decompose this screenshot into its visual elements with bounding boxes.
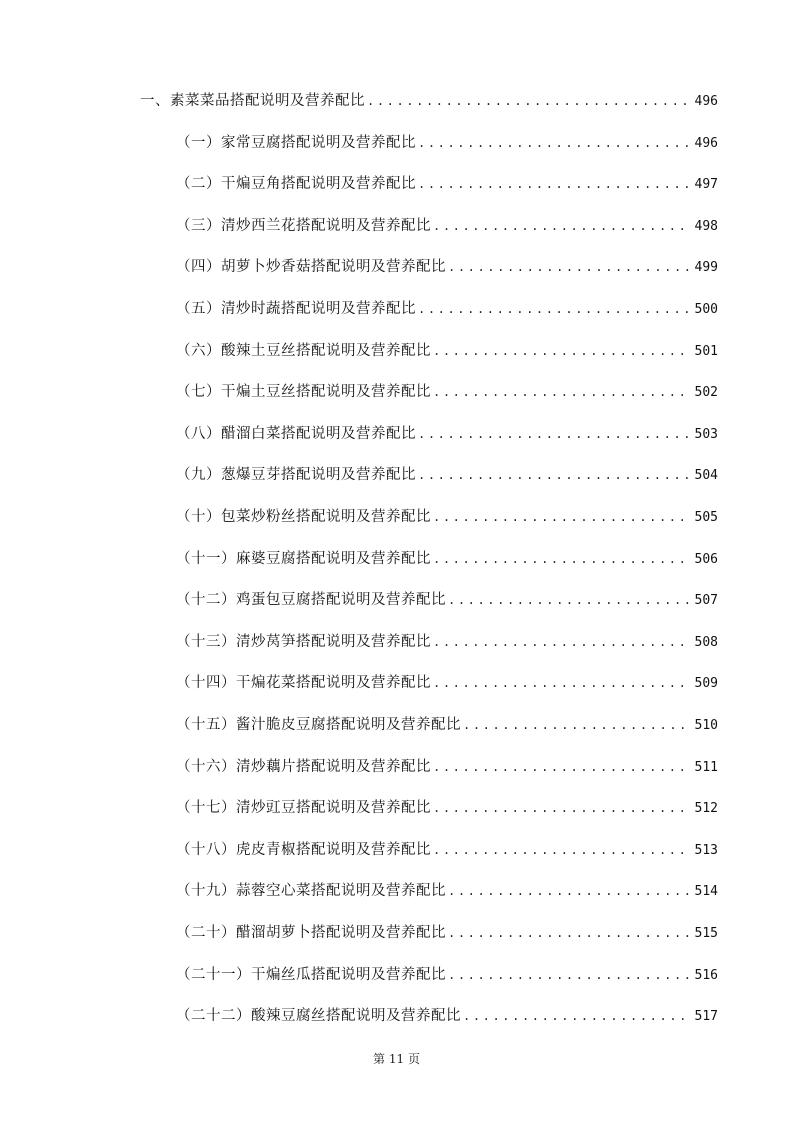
toc-entry-page-number: 509	[694, 676, 718, 692]
toc-entry[interactable]	[176, 838, 718, 862]
toc-entry-page-number: 516	[694, 967, 718, 983]
toc-entry-page-number: 496	[694, 135, 718, 151]
toc-entry-title: （二十一）干煸丝瓜搭配说明及营养配比	[176, 966, 446, 983]
toc-entry-page-number: 508	[694, 634, 718, 650]
toc-entry-page-number: 507	[694, 593, 718, 609]
toc-dot-leader	[433, 796, 689, 820]
toc-entry-page-number: 512	[694, 801, 718, 817]
toc-entry-title: （十四）干煸花菜搭配说明及营养配比	[176, 675, 431, 692]
toc-dot-leader	[418, 422, 689, 446]
toc-dot-leader	[433, 671, 689, 695]
toc-dot-leader	[448, 588, 689, 612]
toc-entry-page-number: 504	[694, 468, 718, 484]
toc-entry[interactable]	[140, 89, 718, 113]
toc-entry-title: （二十）醋溜胡萝卜搭配说明及营养配比	[176, 925, 446, 941]
toc-dot-leader	[418, 172, 689, 196]
toc-entry-title: （十八）虎皮青椒搭配说明及营养配比	[176, 841, 431, 858]
toc-entry[interactable]	[176, 214, 718, 238]
toc-dot-leader	[433, 214, 689, 238]
toc-entry-title: 一、素菜菜品搭配说明及营养配比	[140, 93, 365, 109]
toc-entry[interactable]	[176, 796, 718, 820]
toc-dot-leader	[463, 1004, 689, 1028]
toc-entry[interactable]	[176, 255, 718, 279]
toc-entry-title: （四）胡萝卜炒香菇搭配说明及营养配比	[176, 259, 446, 276]
toc-dot-leader	[433, 339, 689, 363]
toc-entry-page-number: 503	[694, 426, 718, 442]
toc-entry[interactable]	[176, 963, 718, 987]
toc-entry-title: （二十二）酸辣豆腐丝搭配说明及营养配比	[176, 1008, 461, 1025]
toc-dot-leader	[463, 713, 689, 737]
toc-entry-title: （九）葱爆豆芽搭配说明及营养配比	[176, 467, 416, 484]
toc-dot-leader	[433, 755, 689, 779]
toc-entry[interactable]	[176, 172, 718, 196]
toc-entry-page-number: 501	[694, 343, 718, 359]
toc-entry-page-number: 505	[694, 510, 718, 525]
toc-entry[interactable]	[176, 713, 718, 737]
toc-dot-leader	[448, 963, 689, 987]
toc-entry-title: （十七）清炒豇豆搭配说明及营养配比	[176, 800, 431, 817]
page-number-footer: 第 11 页	[373, 1052, 420, 1066]
toc-entry[interactable]	[176, 630, 718, 654]
toc-entry[interactable]	[176, 547, 718, 571]
toc-entry-title: （七）干煸土豆丝搭配说明及营养配比	[176, 384, 431, 401]
toc-entry[interactable]	[176, 339, 718, 363]
toc-entry-title: （一）家常豆腐搭配说明及营养配比	[176, 134, 416, 151]
toc-dot-leader	[433, 838, 689, 862]
toc-dot-leader	[433, 630, 689, 654]
toc-entry-page-number: 513	[694, 842, 718, 858]
toc-entry[interactable]	[176, 921, 718, 945]
toc-entry-title: （三）清炒西兰花搭配说明及营养配比	[176, 217, 431, 234]
toc-entry-title: （二）干煸豆角搭配说明及营养配比	[176, 176, 416, 193]
toc-entry-page-number: 514	[694, 884, 718, 900]
toc-entry[interactable]	[176, 297, 718, 321]
toc-entry-title: （八）醋溜白菜搭配说明及营养配比	[176, 425, 416, 442]
toc-entry-title: （十二）鸡蛋包豆腐搭配说明及营养配比	[176, 592, 446, 609]
toc-entry[interactable]	[176, 755, 718, 779]
toc-dot-leader	[433, 547, 689, 571]
toc-entry[interactable]	[176, 505, 718, 529]
toc-entry-title: （五）清炒时蔬搭配说明及营养配比	[176, 301, 416, 317]
toc-entry-page-number: 497	[694, 177, 718, 193]
toc-entry-title: （六）酸辣土豆丝搭配说明及营养配比	[176, 342, 431, 359]
toc-entry-title: （十九）蒜蓉空心菜搭配说明及营养配比	[176, 883, 446, 900]
toc-dot-leader	[433, 380, 689, 404]
toc-entry[interactable]	[176, 422, 718, 446]
toc-entry-page-number: 498	[694, 218, 718, 234]
toc-entry-page-number: 499	[694, 260, 718, 276]
toc-entry[interactable]	[176, 588, 718, 612]
toc-dot-leader	[448, 255, 689, 279]
toc-entry-title: （十）包菜炒粉丝搭配说明及营养配比	[176, 509, 431, 525]
toc-entry-page-number: 506	[694, 551, 718, 567]
toc-entry[interactable]	[176, 131, 718, 155]
toc-entry[interactable]	[176, 879, 718, 903]
toc-entry-title: （十一）麻婆豆腐搭配说明及营养配比	[176, 550, 431, 567]
toc-entry[interactable]	[176, 380, 718, 404]
toc-entry-page-number: 500	[694, 302, 718, 317]
toc-entry-title: （十五）酱汁脆皮豆腐搭配说明及营养配比	[176, 717, 461, 733]
toc-dot-leader	[418, 463, 689, 487]
toc-dot-leader	[418, 131, 689, 155]
toc-entry-page-number: 502	[694, 385, 718, 401]
toc-entry-page-number: 515	[694, 926, 718, 941]
toc-entry-page-number: 511	[694, 759, 718, 775]
toc-entry-page-number: 510	[694, 718, 718, 733]
toc-entry[interactable]	[176, 671, 718, 695]
toc-entry-page-number: 517	[694, 1009, 718, 1025]
toc-entry[interactable]	[176, 463, 718, 487]
toc-entry[interactable]	[176, 1004, 718, 1028]
toc-dot-leader	[448, 921, 689, 945]
toc-dot-leader	[433, 505, 689, 529]
toc-dot-leader	[448, 879, 689, 903]
toc-entry-title: （十六）清炒藕片搭配说明及营养配比	[176, 758, 431, 775]
toc-dot-leader	[367, 89, 689, 113]
toc-entry-title: （十三）清炒莴笋搭配说明及营养配比	[176, 633, 431, 650]
toc-dot-leader	[418, 297, 689, 321]
toc-entry-page-number: 496	[694, 94, 718, 109]
